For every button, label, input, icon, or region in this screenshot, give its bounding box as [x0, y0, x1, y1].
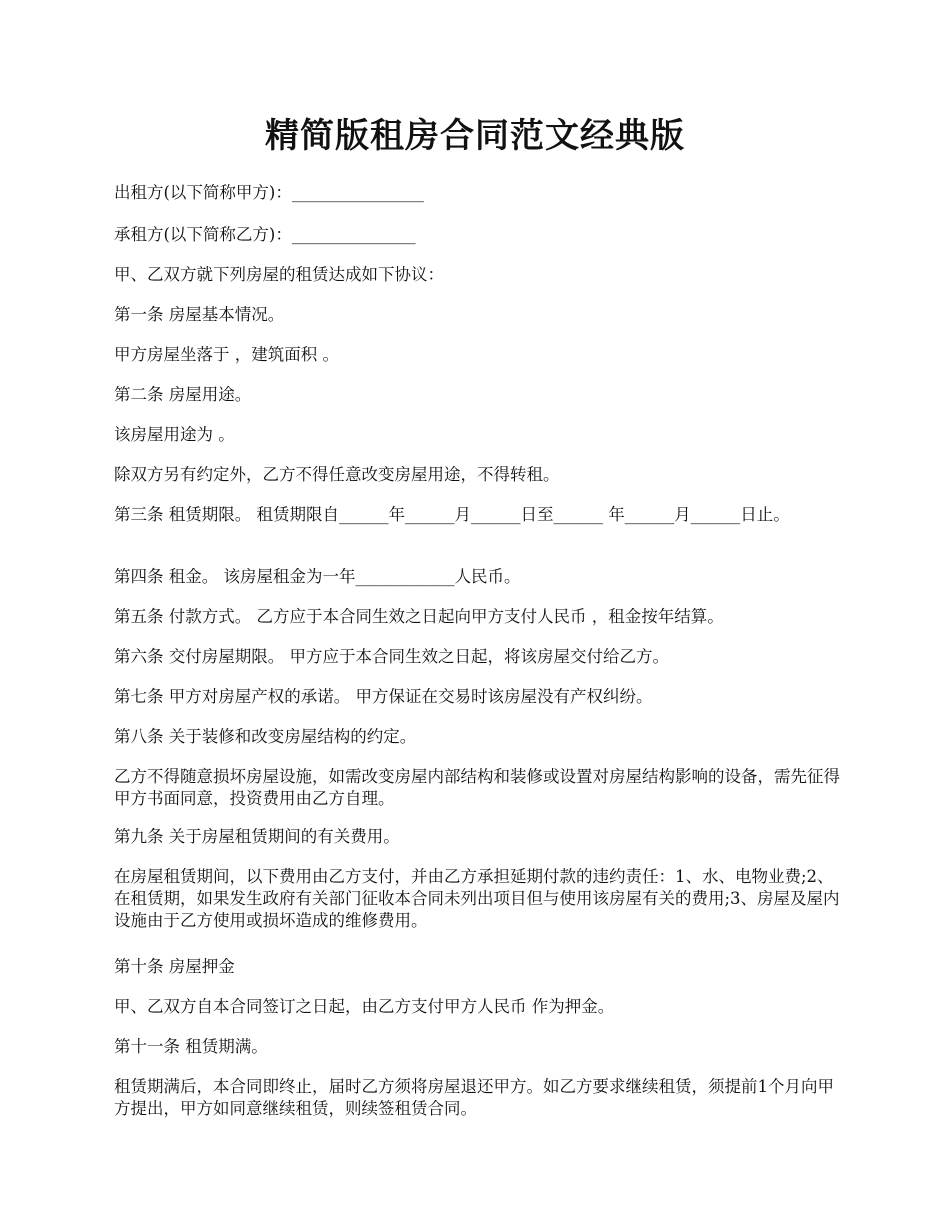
article-2-body: 该房屋用途为 。: [114, 425, 235, 444]
article-10-body: 甲、乙双方自本合同签订之日起，由乙方支付甲方人民币 作为押金。: [114, 997, 615, 1016]
article-10-heading: 第十条 房屋押金: [114, 957, 235, 976]
lessee-label: 承租方(以下简称乙方)：: [114, 225, 292, 244]
article-2-body-2: 除双方另有约定外，乙方不得任意改变房屋用途，不得转租。: [114, 465, 560, 484]
article-7: 第七条 甲方对房屋产权的承诺。 甲方保证在交易时该房屋没有产权纠纷。: [114, 687, 653, 706]
lessee-blank: _______________: [291, 225, 416, 244]
article-9-heading: 第九条 关于房屋租赁期间的有关费用。: [114, 827, 400, 846]
article-2-heading: 第二条 房屋用途。: [114, 385, 252, 404]
article-11-body: 租赁期满后，本合同即终止，届时乙方须将房屋退还甲方。如乙方要求继续租赁，须提前1个月向甲方提出，甲方如同意继续租赁，则续签租赁合同。: [114, 1077, 834, 1118]
article-1-heading: 第一条 房屋基本情况。: [114, 305, 285, 324]
article-8-heading: 第八条 关于装修和改变房屋结构的约定。: [114, 727, 417, 746]
article-3: 第三条 租赁期限。 租赁期限自______年______月______日至______ 年______月______日止。: [114, 505, 790, 524]
article-11-heading: 第十一条 租赁期满。: [114, 1037, 268, 1056]
lessor-label: 出租方(以下简称甲方)：: [114, 183, 292, 202]
lessor-blank: ________________: [291, 183, 424, 202]
article-1-body: 甲方房屋坐落于 ，建筑面积 。: [114, 345, 339, 364]
article-4: 第四条 租金。 该房屋租金为一年____________人民币。: [114, 567, 521, 586]
lessor-line: [114, 182, 844, 204]
article-9-body: 在房屋租赁期间，以下费用由乙方支付，并由乙方承担延期付款的违约责任：1、水、电物业费;2、在租赁期，如果发生政府有关部门征收本合同未列出项目但与使用该房屋有关的费用;3、房屋及屋内设施由于乙方使用或损坏造成的维修费用。: [114, 867, 840, 930]
lessee-line: [114, 224, 844, 246]
document-title: 精简版租房合同范文经典版: [265, 116, 685, 156]
article-5: 第五条 付款方式。 乙方应于本合同生效之日起向甲方支付人民币 ，租金按年结算。: [114, 607, 724, 626]
article-6: 第六条 交付房屋期限。 甲方应于本合同生效之日起，将该房屋交付给乙方。: [114, 647, 669, 666]
article-8-body: 乙方不得随意损坏房屋设施，如需改变房屋内部结构和装修或设置对房屋结构影响的设备，需先征得甲方书面同意，投资费用由乙方自理。: [114, 767, 840, 808]
paragraph-intro: 甲、乙双方就下列房屋的租赁达成如下协议：: [114, 265, 444, 284]
